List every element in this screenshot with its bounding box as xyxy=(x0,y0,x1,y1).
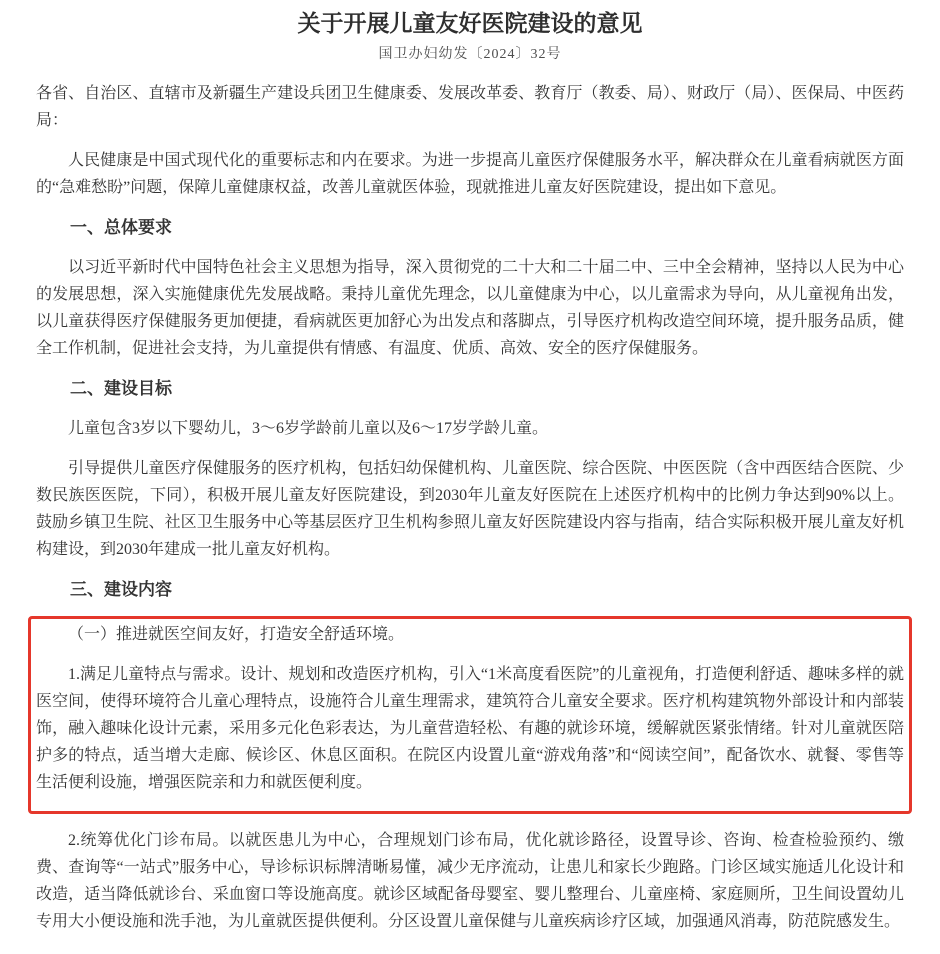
salutation-line: 各省、自治区、直辖市及新疆生产建设兵团卫生健康委、发展改革委、教育厅（教委、局）、财政厅（局）、医保局、中医药局： xyxy=(36,85,904,129)
doc-number: 国卫办妇幼发〔2024〕32号 xyxy=(378,47,562,62)
highlight-paragraph-1: （一）推进就医空间友好，打造安全舒适环境。 xyxy=(68,626,405,643)
section-heading-2: 二、建设目标 xyxy=(70,379,172,398)
intro-paragraph: 人民健康是中国式现代化的重要标志和内在要求。为进一步提高儿童医疗保健服务水平，解决群众在儿童看病就医方面的“急难愁盼”问题，保障儿童健康权益，改善儿童就医体验，现就推进儿童友好医院建设，提出如下意见。 xyxy=(36,152,904,196)
section-heading-3: 三、建设内容 xyxy=(70,580,172,599)
section-2-paragraph-2: 引导提供儿童医疗保健服务的医疗机构，包括妇幼保健机构、儿童医院、综合医院、中医医院（含中西医结合医院、少数民族医医院，下同），积极开展儿童友好医院建设，到2030年儿童友好医院在上述医疗机构中的比例力争达到90%以上。鼓励乡镇卫生院、社区卫生服务中心等基层医疗卫生机构参照儿童友好医院建设内容与指南，结合实际积极开展儿童友好机构建设，到2030年建成一批儿童友好机构。 xyxy=(36,460,904,558)
closing-paragraph: 2.统筹优化门诊布局。以就医患儿为中心，合理规划门诊布局，优化就诊路径，设置导诊、咨询、检查检验预约、缴费、查询等“一站式”服务中心，导诊标识标牌清晰易懂，减少无序流动，让患儿和家长少跑路。门诊区域实施适儿化设计和改造，适当降低就诊台、采血窗口等设施高度。就诊区域配备母婴室、婴儿整理台、儿童座椅、家庭厕所，卫生间设置幼儿专用大小便设施和洗手池，为儿童就医提供便利。分区设置儿童保健与儿童疾病诊疗区域，加强通风消毒，防范院感发生。 xyxy=(36,832,904,930)
section-1-paragraph: 以习近平新时代中国特色社会主义思想为指导，深入贯彻党的二十大和二十届二中、三中全会精神，坚持以人民为中心的发展思想，深入实施健康优先发展战略。秉持儿童优先理念，以儿童健康为中心，以儿童需求为导向，从儿童视角出发，以儿童获得医疗保健服务更加便捷，看病就医更加舒心为出发点和落脚点，引导医疗机构改造空间环境，提升服务品质，健全工作机制，促进社会支持，为儿童提供有情感、有温度、优质、高效、安全的医疗保健服务。 xyxy=(36,259,904,357)
section-heading-1: 一、总体要求 xyxy=(70,218,172,237)
highlight-box xyxy=(28,616,912,814)
section-2-paragraph-1: 儿童包含3岁以下婴幼儿，3～6岁学龄前儿童以及6～17岁学龄儿童。 xyxy=(68,420,549,437)
highlight-paragraph-2: 1.满足儿童特点与需求。设计、规划和改造医疗机构，引入“1米高度看医院”的儿童视角，打造便利舒适、趣味多样的就医空间，使得环境符合儿童心理特点，设施符合儿童生理需求，建筑符合儿童安全要求。医疗机构建筑物外部设计和内部装饰，融入趣味化设计元素，采用多元化色彩表达，为儿童营造轻松、有趣的就诊环境，缓解就医紧张情绪。针对儿童就医陪护多的特点，适当增大走廊、候诊区、休息区面积。在院区内设置儿童“游戏角落”和“阅读空间”，配备饮水、就餐、零售等生活便利设施，增强医院亲和力和就医便利度。 xyxy=(36,666,904,791)
page-title: 关于开展儿童友好医院建设的意见 xyxy=(297,11,643,36)
